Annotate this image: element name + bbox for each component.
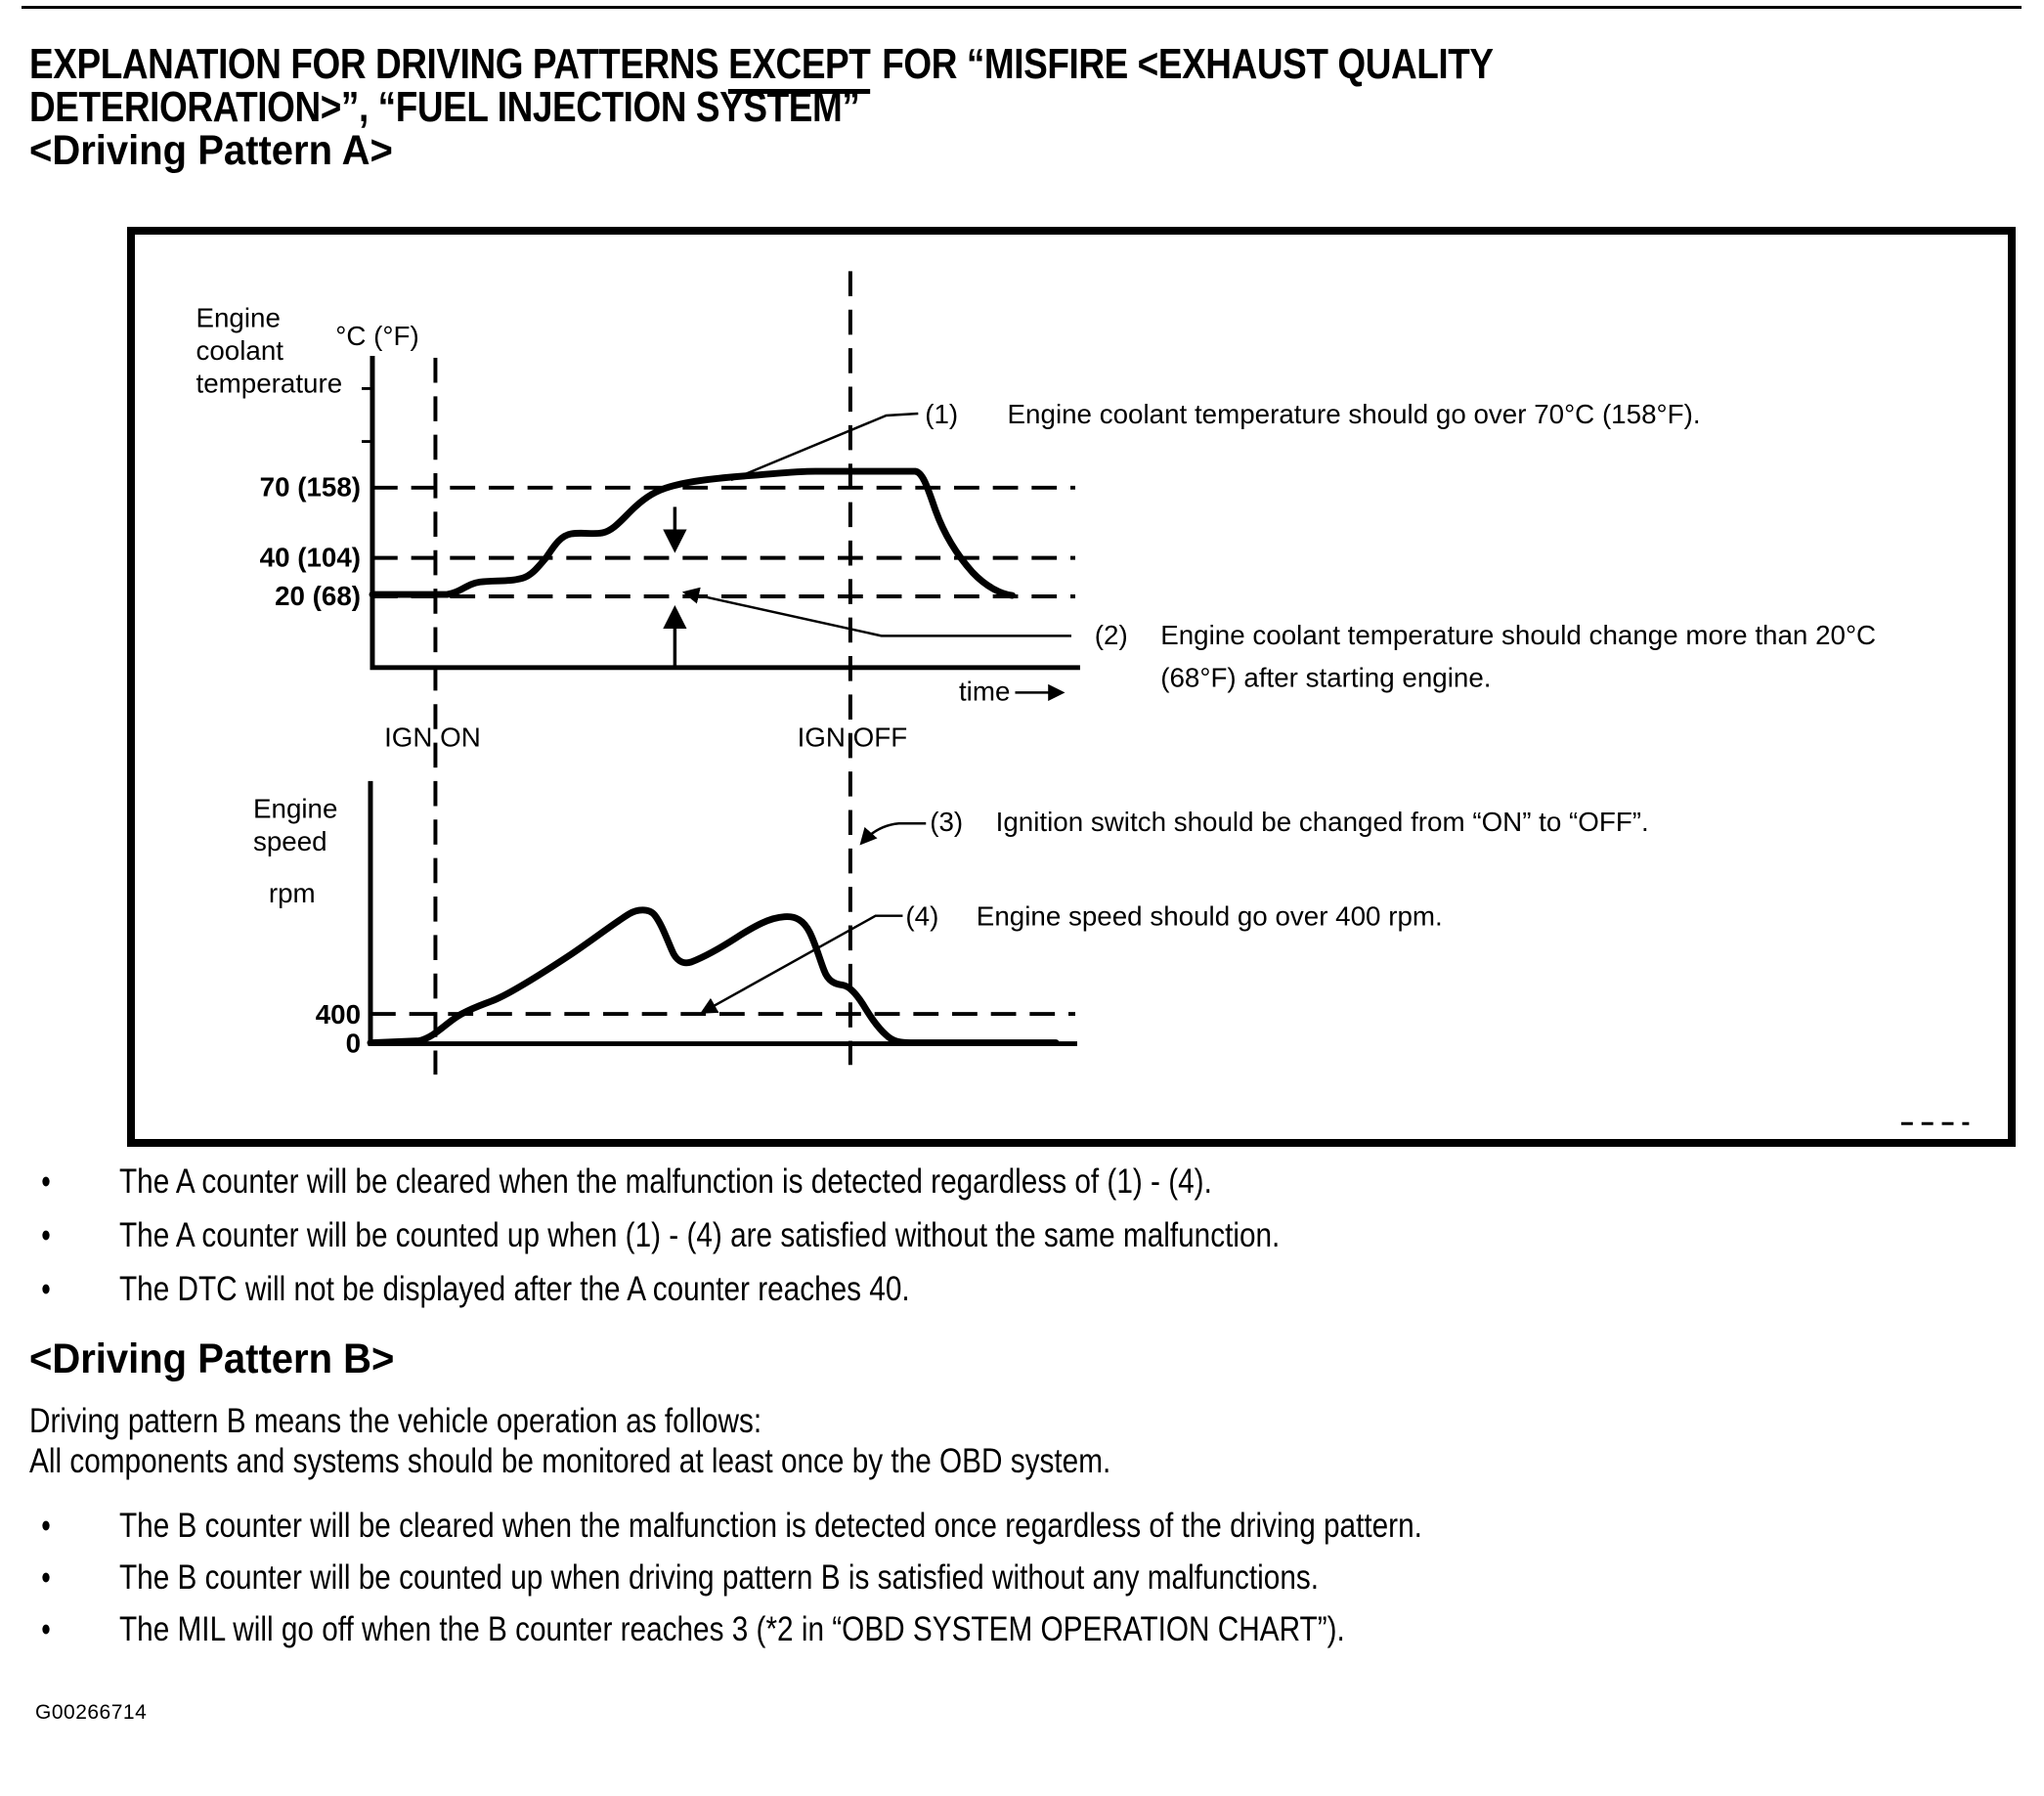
- bullet-icon: ●: [40, 1616, 52, 1642]
- annotation3-leader-line: [862, 823, 926, 843]
- title-except-underlined: EXCEPT: [728, 40, 870, 94]
- annotation4-leader-line: [703, 916, 902, 1012]
- bullet-text: The A counter will be counted up when (1) - (4) are satisfied without the same malfunction.: [119, 1215, 1281, 1254]
- pattern-b-intro: [29, 1401, 1301, 1481]
- bullet-icon: ●: [40, 1222, 52, 1248]
- tick-70: 70 (158): [259, 471, 362, 503]
- bullet-icon: ●: [40, 1276, 52, 1301]
- page-title: [29, 40, 2044, 131]
- coolant-axis-label-line2: coolant: [196, 335, 284, 366]
- list-item: [29, 1603, 2014, 1655]
- ign-off-label: IGN OFF: [797, 722, 908, 753]
- bullet-icon: ●: [40, 1512, 52, 1538]
- pattern-b-intro-line1: Driving pattern B means the vehicle operation as follows:: [29, 1402, 762, 1440]
- list-item: [29, 1208, 2014, 1262]
- list-item: [29, 1155, 2014, 1208]
- annotation3-number: (3): [930, 807, 964, 838]
- title-text-2: FOR “MISFIRE <EXHAUST QUALITY: [882, 40, 1494, 88]
- bullet-icon: ●: [40, 1168, 52, 1194]
- bullet-icon: ●: [40, 1564, 52, 1590]
- annotation4-number: (4): [905, 900, 939, 932]
- speed-unit-label: rpm: [268, 878, 316, 908]
- annotation1-text: Engine coolant temperature should go over 70°C (158°F).: [1007, 398, 1701, 429]
- driving-pattern-a-diagram: [135, 235, 2008, 1139]
- page-title-line1: [29, 40, 1494, 88]
- pattern-a-heading: [29, 127, 420, 175]
- tick-20: 20 (68): [275, 580, 362, 611]
- top-rule: [22, 6, 2022, 9]
- bullet-text: The DTC will not be displayed after the A counter reaches 40.: [119, 1269, 910, 1308]
- pattern-b-heading-text: <Driving Pattern B>: [29, 1336, 395, 1382]
- page-title-line2: DETERIORATION>”, “FUEL INJECTION SYSTEM”: [29, 83, 860, 131]
- bullet-text: The B counter will be cleared when the malfunction is detected once regardless of the driving pattern.: [119, 1506, 1422, 1545]
- speed-axis-label-line1: Engine: [252, 793, 338, 824]
- annotation2-text-line2: (68°F) after starting engine.: [1160, 662, 1492, 693]
- annotation1-number: (1): [925, 398, 959, 429]
- annotation2-text-line1: Engine coolant temperature should change more than 20°C: [1160, 620, 1877, 651]
- time-label: time: [958, 676, 1011, 707]
- engine-speed-curve: [370, 910, 1056, 1043]
- title-text-1: EXPLANATION FOR DRIVING PATTERNS: [29, 40, 729, 88]
- driving-pattern-a-figure: [127, 227, 2016, 1147]
- annotation3-text: Ignition switch should be changed from “ON” to “OFF”.: [995, 807, 1649, 838]
- pattern-a-bullets: [29, 1155, 2014, 1316]
- pattern-b-intro-line2: All components and systems should be monitored at least once by the OBD system.: [29, 1442, 1111, 1480]
- pattern-b-heading: [29, 1336, 421, 1383]
- speed-axis-label-line2: speed: [252, 825, 327, 856]
- coolant-axis-label-line3: temperature: [196, 368, 343, 399]
- pattern-a-heading-text: <Driving Pattern A>: [29, 127, 393, 174]
- list-item: [29, 1552, 2014, 1603]
- coolant-unit-label: °C (°F): [335, 321, 419, 352]
- coolant-temperature-curve: [372, 471, 1013, 595]
- pattern-b-bullets: [29, 1500, 2014, 1655]
- coolant-chart-axes: [372, 356, 1080, 668]
- tick-400: 400: [315, 999, 362, 1029]
- tick-40: 40 (104): [259, 542, 362, 573]
- ign-on-label: IGN ON: [384, 722, 481, 753]
- list-item: [29, 1262, 2014, 1316]
- annotation4-text: Engine speed should go over 400 rpm.: [976, 900, 1443, 932]
- tick-0: 0: [345, 1028, 362, 1059]
- annotation2-number: (2): [1094, 620, 1128, 651]
- bullet-text: The A counter will be cleared when the malfunction is detected regardless of (1) - (4).: [119, 1161, 1212, 1201]
- figure-id: G00266714: [35, 1701, 148, 1724]
- coolant-axis-label-line1: Engine: [196, 302, 281, 333]
- bullet-text: The B counter will be counted up when driving pattern B is satisfied without any malfunctions.: [119, 1557, 1320, 1597]
- annotation2-leader-line: [685, 592, 1071, 635]
- bullet-text: The MIL will go off when the B counter reaches 3 (*2 in “OBD SYSTEM OPERATION CHART”).: [119, 1609, 1345, 1648]
- list-item: [29, 1500, 2014, 1552]
